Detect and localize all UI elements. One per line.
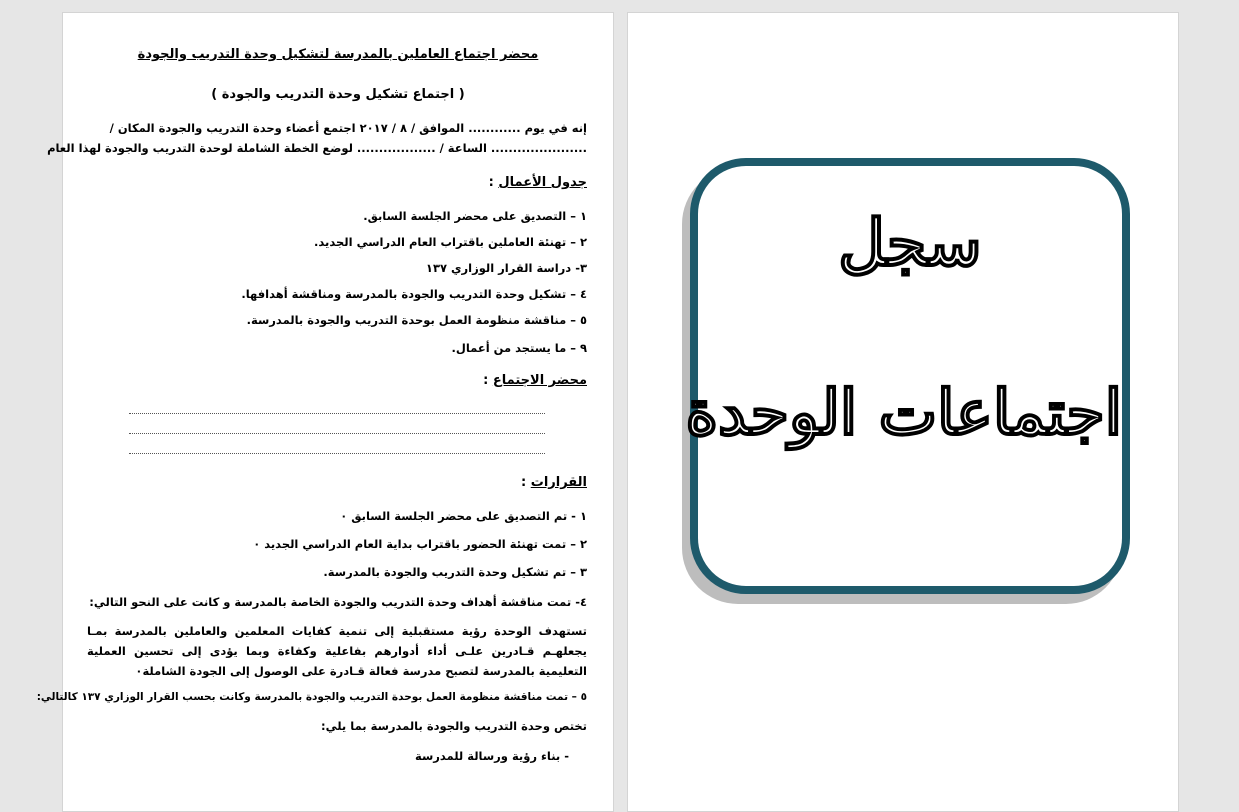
agenda-item: ٣- دراسة القرار الوزاري ١٣٧ [425, 261, 587, 275]
vision-paragraph: تستهدف الوحدة رؤية مستقبلية إلى تنمية كفايات المعلمين والعاملين بالمدرسة بمـا يجعلهـم قـادرين علـى أداء أدوارهم بفاعلية وكفاءة وبما يؤدى إلى تحسين العملية التعليمية بالمدرسة لتصبح مدرسة فعالة قـادرة على الوصول إلى الجودة الشاملة٠ [87, 624, 587, 678]
intro-line-1: إنه في يوم ............ الموافق / ٨ / ٢٠١٧ اجتمع أعضاء وحدة التدريب والجودة المكان / [109, 121, 587, 135]
agenda-item: ٥ – مناقشة منظومة العمل بوحدة التدريب والجودة بالمدرسة. [246, 313, 587, 327]
specialization-line: تختص وحدة التدريب والجودة بالمدرسة بما يلي: [321, 719, 587, 733]
agenda-item: ٩ – ما يستجد من أعمال. [451, 341, 587, 355]
agenda-heading: جدول الأعمال : [488, 175, 587, 190]
document-subtitle: ( اجتماع تشكيل وحدة التدريب والجودة ) [211, 87, 465, 102]
item-5: ٥ – تمت مناقشة منظومة العمل بوحدة التدريب والجودة بالمدرسة وكانت بحسب القرار الوزاري ١٣٧ كالتالي: [36, 691, 587, 703]
dotted-line [129, 453, 545, 454]
minutes-heading: محضر الاجتماع : [483, 373, 587, 388]
intro-line-2: ...................... الساعة / .................. لوضع الخطة الشاملة لوحدة التدريب والجودة لهذا العام [47, 141, 587, 155]
cover-title-line-2: اجتماعات الوحدة [685, 376, 1122, 449]
agenda-item: ٢ – تهنئة العاملين باقتراب العام الدراسي الجديد. [314, 235, 587, 249]
agenda-item: ٤ – تشكيل وحدة التدريب والجودة بالمدرسة ومناقشة أهدافها. [241, 287, 587, 301]
decisions-heading: القرارات : [521, 475, 587, 490]
document-page-1 [36, 12, 614, 812]
document-title: محضر اجتماع العاملين بالمدرسة لتشكيل وحدة التدريب والجودة [137, 47, 539, 62]
dotted-line [129, 433, 545, 434]
decision-item: ١ - تم التصديق على محضر الجلسة السابق ٠ [340, 509, 587, 523]
bullet-item: - بناء رؤية ورسالة للمدرسة [414, 749, 569, 763]
agenda-item: ١ – التصديق على محضر الجلسة السابق. [363, 209, 587, 223]
decision-item: ٤- تمت مناقشة أهداف وحدة التدريب والجودة الخاصة بالمدرسة و كانت على النحو التالي: [89, 595, 587, 609]
cover-title-line-1: سجل [838, 206, 982, 281]
dotted-line [129, 413, 545, 414]
decision-item: ٢ – تمت تهنئة الحضور باقتراب بداية العام الدراسي الجديد ٠ [253, 537, 587, 551]
cover-frame [685, 158, 1130, 594]
decision-item: ٣ – تم تشكيل وحدة التدريب والجودة بالمدرسة. [323, 565, 587, 579]
document-page-2 [627, 12, 1179, 812]
